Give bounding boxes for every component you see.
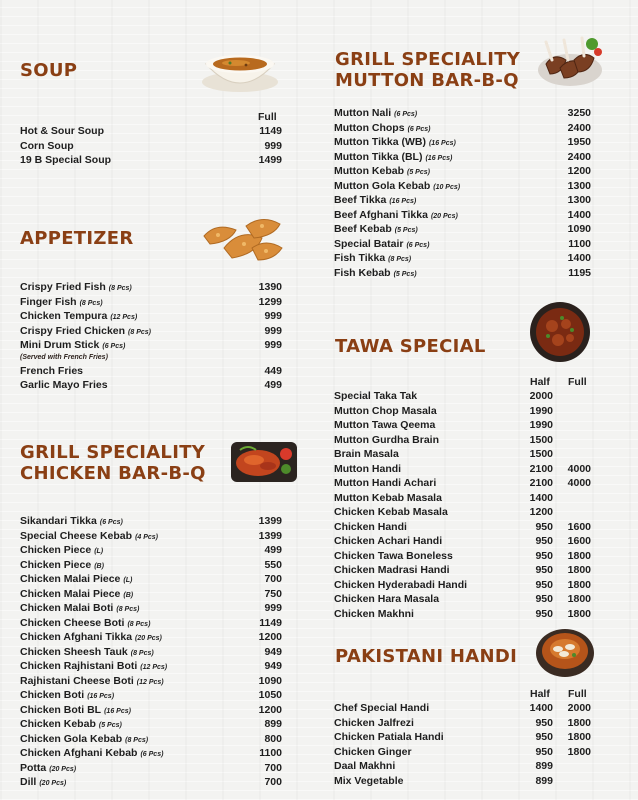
item-price-full: 1800 <box>567 578 591 591</box>
menu-item <box>20 732 282 747</box>
item-price-half: 950 <box>535 593 553 605</box>
item-price-half: 950 <box>535 731 553 743</box>
item-name-text: Mutton Nali <box>334 107 392 119</box>
menu-item <box>20 674 282 689</box>
item-name: Chicken Jalfrezi <box>334 716 414 729</box>
item-name: Daal Makhni <box>334 760 396 772</box>
menu-item <box>334 774 592 789</box>
item-qty: (20 Pcs) <box>135 635 162 642</box>
chicken-bbq-title-line2: CHICKEN BAR-B-Q <box>20 463 206 484</box>
item-price-full: 1800 <box>567 564 591 576</box>
mutton-bbq-heading <box>335 49 520 91</box>
menu-item <box>334 389 592 404</box>
tawa-karahi-image <box>528 300 592 364</box>
menu-item <box>334 251 592 266</box>
item-name: Chicken Hyderabadi Handi <box>334 578 468 591</box>
item-name-text: Chicken Boti BL <box>20 703 102 716</box>
item-qty: (8 Pcs) <box>130 649 154 657</box>
item-price-full: 4000 <box>567 462 591 475</box>
item-name-text: Corn Soup <box>20 139 74 152</box>
item-price-half: 950 <box>535 549 553 562</box>
item-name: Chicken Tawa Boneless <box>334 549 453 562</box>
menu-item <box>20 587 282 602</box>
item-name <box>20 775 66 792</box>
menu-item <box>20 324 282 339</box>
tawa-col-full: Full <box>568 376 587 388</box>
menu-item <box>20 364 282 379</box>
item-name-text: Mini Drum Stick <box>20 339 100 351</box>
item-price-half: 899 <box>535 774 553 787</box>
item-qty: (16 Pcs) <box>425 154 453 162</box>
item-name-text: Fish Kebab <box>334 266 391 279</box>
mutton-chops-image <box>532 30 604 92</box>
item-price-full: 999 <box>264 139 282 152</box>
item-price-half: 1500 <box>529 448 553 460</box>
item-name-text: Mutton Kebab <box>334 165 404 177</box>
menu-item <box>334 578 592 593</box>
menu-item <box>334 476 592 491</box>
item-name: Mutton Handi Achari <box>334 477 437 489</box>
item-qty: (8 Pcs) <box>116 606 140 613</box>
item-price-full: 1800 <box>567 593 591 605</box>
item-price-full: 1149 <box>259 125 282 137</box>
item-name-text: Mutton Gola Kebab <box>334 179 431 192</box>
item-price-full: 949 <box>264 660 282 672</box>
item-name-text: Chicken Sheesh Tauk <box>20 645 128 658</box>
menu-item <box>334 730 592 745</box>
item-qty: (6 Pcs) <box>406 241 430 249</box>
item-qty: (L) <box>123 577 133 584</box>
menu-item <box>334 164 592 179</box>
item-qty: (8 Pcs) <box>125 736 149 744</box>
item-name-text: French Fries <box>20 364 84 377</box>
menu-item <box>334 222 592 237</box>
item-qty: (12 Pcs) <box>110 314 138 321</box>
item-price-half: 1990 <box>529 419 553 431</box>
menu-item <box>334 404 592 419</box>
item-price-full: 499 <box>264 379 282 391</box>
item-qty: (5 Pcs) <box>407 169 430 176</box>
item-price-full: 4000 <box>567 477 591 489</box>
item-name: Mutton Tawa Qeema <box>334 419 436 431</box>
menu-item <box>20 378 282 393</box>
soup-title: SOUP <box>20 60 78 81</box>
item-price-full: 1390 <box>258 281 282 293</box>
item-qty: (16 Pcs) <box>87 693 115 700</box>
item-price-full: 700 <box>264 776 282 788</box>
item-price-full: 1800 <box>567 731 591 743</box>
item-name-text: Chicken Malai Piece <box>20 587 121 600</box>
handi-col-half: Half <box>530 688 550 700</box>
menu-item <box>334 106 592 121</box>
item-price-full: 499 <box>264 544 282 556</box>
menu-item <box>20 630 282 645</box>
menu-item <box>20 746 282 761</box>
item-price-full: 1149 <box>259 616 282 629</box>
item-name-text: Beef Afghani Tikka <box>334 208 428 221</box>
item-qty: (20 Pcs) <box>430 212 458 220</box>
item-price-half: 2100 <box>529 462 553 475</box>
item-note: (Served with French Fries) <box>20 353 108 361</box>
handi-list <box>334 701 592 788</box>
item-name-text: Chicken Piece <box>20 544 92 556</box>
appetizer-list <box>20 280 282 393</box>
menu-item <box>334 607 592 622</box>
item-price-full: 1600 <box>567 520 591 533</box>
item-price-full: 1100 <box>259 747 282 759</box>
item-price-full: 1195 <box>568 266 591 279</box>
item-price-full: 999 <box>264 324 282 337</box>
item-qty: (8 Pcs) <box>79 299 103 307</box>
item-name: Chef Special Handi <box>334 702 430 714</box>
item-name-text: Chicken Tempura <box>20 310 108 322</box>
item-name-text: Chicken Kebab <box>20 718 96 730</box>
item-price-full: 1400 <box>567 252 591 264</box>
item-price-full: 1800 <box>567 607 591 620</box>
item-name <box>20 139 74 154</box>
item-name <box>20 153 111 168</box>
menu-item <box>334 491 592 506</box>
item-name-text: Mutton Tikka (BL) <box>334 150 423 163</box>
item-name-text: 19 B Special Soup <box>20 154 112 166</box>
menu-item <box>20 338 282 353</box>
item-price-full: 449 <box>264 364 282 377</box>
item-price-full: 1300 <box>567 179 591 192</box>
menu-item <box>20 309 282 324</box>
item-name-text: Beef Tikka <box>334 194 387 206</box>
item-name <box>20 124 104 139</box>
item-qty: (10 Pcs) <box>433 183 461 191</box>
item-name <box>20 364 83 379</box>
item-price-full: 550 <box>264 558 282 571</box>
item-price-half: 950 <box>535 564 553 576</box>
handi-pot-image <box>534 623 596 679</box>
menu-item <box>20 572 282 587</box>
item-qty: (16 Pcs) <box>389 198 417 205</box>
item-price-full: 750 <box>264 587 282 600</box>
item-qty: (5 Pcs) <box>393 270 417 278</box>
item-name-text: Mutton Tikka (WB) <box>334 136 426 148</box>
item-name: Chicken Patiala Handi <box>334 731 444 743</box>
item-name-text: Special Cheese Kebab <box>20 529 133 542</box>
menu-item <box>20 295 282 310</box>
menu-item <box>334 716 592 731</box>
item-name: Chicken Madrasi Handi <box>334 564 450 576</box>
item-name-text: Hot & Sour Soup <box>20 125 104 137</box>
item-name: Mix Vegetable <box>334 774 404 787</box>
menu-item <box>334 193 592 208</box>
chicken-bbq-plate-image <box>228 436 300 486</box>
item-qty: (6 Pcs) <box>407 125 431 133</box>
item-price-full: 1499 <box>258 154 282 166</box>
item-price-full: 2400 <box>567 121 591 134</box>
soup-col-full: Full <box>258 111 277 123</box>
item-price-full: 1600 <box>567 535 591 547</box>
menu-item <box>334 563 592 578</box>
menu-item <box>20 124 282 139</box>
menu-item <box>334 266 592 281</box>
item-price-full: 800 <box>264 732 282 745</box>
item-price-half: 950 <box>535 607 553 620</box>
menu-item <box>334 179 592 194</box>
menu-item <box>20 601 282 616</box>
menu-item <box>20 616 282 631</box>
item-name-text: Potta <box>20 761 47 774</box>
item-price-full: 1950 <box>567 136 591 148</box>
item-qty: (5 Pcs) <box>98 722 122 729</box>
item-price-full: 1200 <box>258 631 282 643</box>
item-price-full: 1100 <box>568 237 591 250</box>
tawa-list <box>334 389 592 621</box>
menu-item <box>20 529 282 544</box>
item-name: Chicken Makhni <box>334 607 414 620</box>
item-name <box>20 338 125 355</box>
menu-item <box>20 761 282 776</box>
menu-item <box>334 759 592 774</box>
menu-item <box>334 534 592 549</box>
menu-item <box>20 558 282 573</box>
menu-item <box>334 462 592 477</box>
menu-item <box>334 520 592 535</box>
menu-item <box>20 775 282 790</box>
item-name-text: Fish Tikka <box>334 252 386 264</box>
item-qty: (12 Pcs) <box>136 678 164 686</box>
item-qty: (4 Pcs) <box>135 533 159 541</box>
menu-item <box>334 447 592 462</box>
item-price-full: 1299 <box>258 295 282 308</box>
item-qty: (20 Pcs) <box>49 765 77 773</box>
item-price-half: 950 <box>535 578 553 591</box>
item-price-full: 1400 <box>567 208 591 221</box>
item-qty: (6 Pcs) <box>99 519 123 526</box>
soup-heading <box>20 60 77 81</box>
item-name: Chicken Handi <box>334 520 407 533</box>
item-name-text: Chicken Boti <box>20 689 85 701</box>
chicken-bbq-title-line1: GRILL SPECIALITY <box>20 442 206 463</box>
menu-item <box>334 592 592 607</box>
menu-item <box>334 208 592 223</box>
item-name: Mutton Chop Masala <box>334 404 437 417</box>
fried-fish-image <box>196 208 286 268</box>
item-name-text: Chicken Cheese Boti <box>20 616 125 629</box>
item-name-text: Dill <box>20 776 37 788</box>
item-price-full: 2000 <box>567 702 591 714</box>
appetizer-title: APPETIZER <box>20 228 134 249</box>
menu-item <box>20 703 282 718</box>
item-price-half: 950 <box>535 535 553 547</box>
item-qty: (5 Pcs) <box>394 227 418 234</box>
item-price-half: 1990 <box>529 404 553 417</box>
item-name-text: Chicken Gola Kebab <box>20 732 123 745</box>
mutton-bbq-list <box>334 106 592 280</box>
mutton-bbq-title-line1: GRILL SPECIALITY <box>335 49 521 70</box>
item-qty: (6 Pcs) <box>140 751 164 758</box>
item-price-half: 950 <box>535 745 553 758</box>
chicken-bbq-heading <box>20 442 206 484</box>
item-name-text: Beef Kebab <box>334 223 392 235</box>
item-qty: (B) <box>123 591 134 599</box>
item-name: Mutton Handi <box>334 462 402 475</box>
item-price-full: 1200 <box>258 703 282 716</box>
item-price-full: 1300 <box>567 194 591 206</box>
item-qty: (L) <box>94 548 104 555</box>
item-price-full: 949 <box>264 645 282 658</box>
item-name-text: Crispy Fried Fish <box>20 281 106 293</box>
item-price-half: 2000 <box>529 390 553 402</box>
item-qty: (6 Pcs) <box>102 343 126 350</box>
item-name-text: Crispy Fried Chicken <box>20 324 126 337</box>
item-qty: (16 Pcs) <box>104 707 131 715</box>
menu-item <box>334 135 592 150</box>
item-name-text: Chicken Malai Boti <box>20 602 114 614</box>
item-name <box>20 378 108 393</box>
item-qty: (12 Pcs) <box>140 664 168 671</box>
menu-item <box>20 153 282 168</box>
item-price-half: 2100 <box>529 477 553 489</box>
item-name: Brain Masala <box>334 448 399 460</box>
item-price-full: 899 <box>264 718 282 730</box>
item-name: Special Taka Tak <box>334 390 418 402</box>
item-name-text: Special Batair <box>334 237 404 250</box>
item-qty: (20 Pcs) <box>39 780 67 787</box>
item-name <box>334 266 417 283</box>
menu-item <box>334 701 592 716</box>
menu-item <box>20 139 282 154</box>
tawa-heading <box>335 336 486 357</box>
item-name-text: Sikandari Tikka <box>20 515 97 527</box>
item-price-half: 950 <box>535 520 553 533</box>
item-price-half: 1400 <box>529 491 553 504</box>
menu-item <box>20 543 282 558</box>
menu-item <box>20 514 282 529</box>
menu-item <box>334 150 592 165</box>
item-price-full: 1800 <box>567 745 591 758</box>
item-name-text: Chicken Rajhistani Boti <box>20 660 138 672</box>
item-name-text: Finger Fish <box>20 295 77 308</box>
item-name-text: Garlic Mayo Fries <box>20 379 108 391</box>
item-price-half: 1500 <box>529 433 553 446</box>
item-price-half: 1400 <box>529 702 553 714</box>
mutton-bbq-title-line2: MUTTON BAR-B-Q <box>335 70 519 91</box>
menu-item <box>20 717 282 732</box>
tawa-col-half: Half <box>530 376 550 388</box>
menu-item <box>334 505 592 520</box>
item-qty: (8 Pcs) <box>108 285 132 292</box>
item-price-full: 1090 <box>258 674 282 687</box>
menu-item <box>334 418 592 433</box>
item-price-full: 700 <box>264 573 282 585</box>
menu-item <box>334 121 592 136</box>
item-name: Mutton Gurdha Brain <box>334 433 439 446</box>
item-qty: (8 Pcs) <box>127 620 151 628</box>
item-price-full: 999 <box>264 339 282 351</box>
item-qty: (8 Pcs) <box>388 256 412 263</box>
menu-item <box>334 237 592 252</box>
item-name: Mutton Kebab Masala <box>334 491 442 504</box>
item-price-full: 1399 <box>258 529 282 542</box>
item-name: Chicken Hara Masala <box>334 593 440 605</box>
item-name: Chicken Kebab Masala <box>334 506 448 518</box>
menu-item <box>20 645 282 660</box>
item-price-half: 950 <box>535 716 553 729</box>
item-name-text: Chicken Malai Piece <box>20 573 121 585</box>
soup-list <box>20 124 282 168</box>
item-price-full: 999 <box>264 602 282 614</box>
item-name-text: Rajhistani Cheese Boti <box>20 674 134 687</box>
item-price-full: 1090 <box>567 223 591 235</box>
menu-item <box>20 280 282 295</box>
item-name-text: Mutton Chops <box>334 121 405 134</box>
item-name-text: Chicken Afghani Kebab <box>20 747 138 759</box>
item-price-half: 899 <box>535 760 553 772</box>
item-price-full: 700 <box>264 761 282 774</box>
item-price-full: 1800 <box>567 549 591 562</box>
appetizer-heading <box>20 228 134 249</box>
menu-item <box>20 688 282 703</box>
menu-item <box>334 549 592 564</box>
item-price-full: 2400 <box>567 150 591 163</box>
handi-col-full: Full <box>568 688 587 700</box>
tawa-title: TAWA SPECIAL <box>335 336 486 357</box>
item-price-half: 1200 <box>529 506 553 518</box>
item-price-full: 3250 <box>567 107 591 119</box>
menu-item <box>20 659 282 674</box>
item-price-full: 999 <box>264 310 282 322</box>
handi-title: PAKISTANI HANDI <box>335 646 518 667</box>
item-price-full: 1800 <box>567 716 591 729</box>
item-qty: (B) <box>94 562 104 570</box>
item-price-full: 1050 <box>258 689 282 701</box>
item-name: Chicken Ginger <box>334 745 412 758</box>
item-name: Chicken Achari Handi <box>334 535 443 547</box>
item-price-full: 1200 <box>567 165 591 177</box>
item-price-full: 1399 <box>258 515 282 527</box>
chicken-bbq-list <box>20 514 282 790</box>
item-name-text: Chicken Afghani Tikka <box>20 631 133 643</box>
item-name-text: Chicken Piece <box>20 558 92 571</box>
soup-bowl-image <box>200 44 280 94</box>
item-qty: (6 Pcs) <box>394 111 418 118</box>
item-qty: (16 Pcs) <box>428 140 456 147</box>
menu-item <box>334 433 592 448</box>
menu-item <box>334 745 592 760</box>
handi-heading <box>335 646 517 667</box>
item-qty: (8 Pcs) <box>128 328 151 336</box>
